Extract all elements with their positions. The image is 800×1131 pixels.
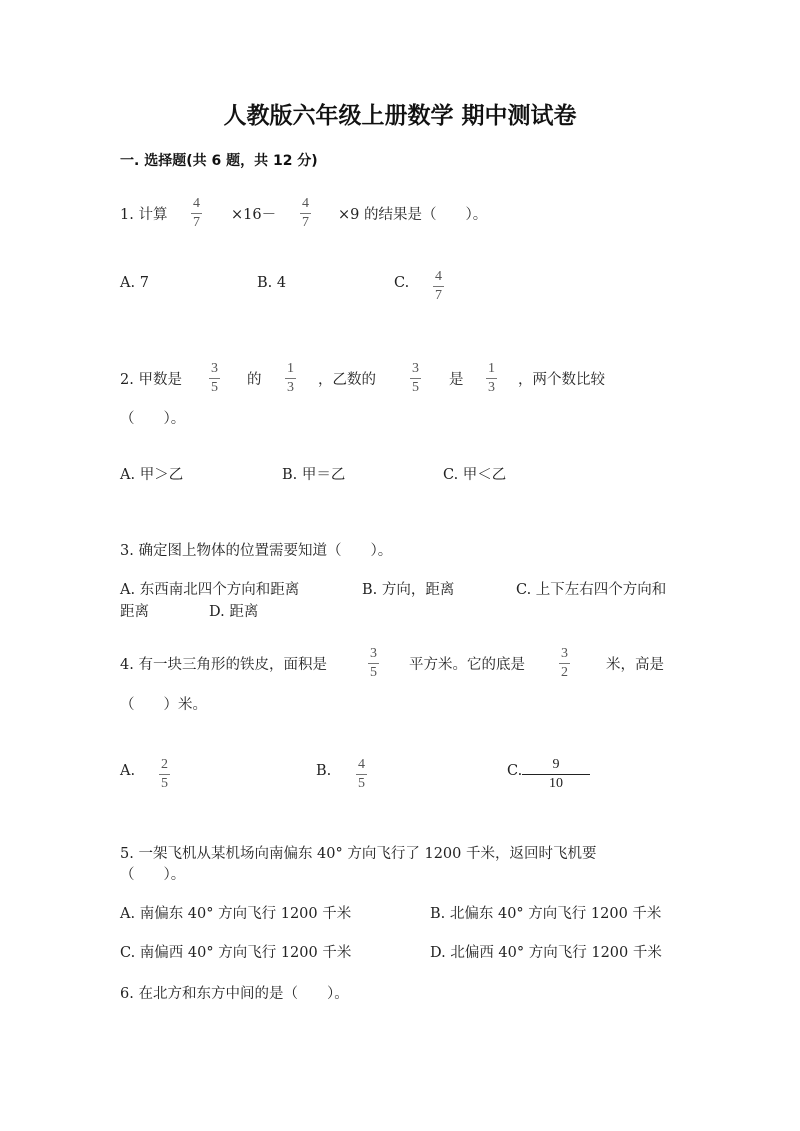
q3-option-c[interactable]: C. 上下左右四个方向和 xyxy=(516,582,667,598)
q4-area-numerator: 3 xyxy=(370,646,377,661)
q4-opt-a-numerator: 2 xyxy=(161,757,168,772)
q2-frac-4-denominator: 3 xyxy=(488,380,495,395)
q1-prefix: 1. 计算 xyxy=(120,207,168,223)
q1-frac-b-denominator: 7 xyxy=(302,215,309,230)
q4-fraction-base xyxy=(559,647,570,680)
fraction-bar xyxy=(300,213,311,214)
q4-option-c[interactable]: C. xyxy=(507,763,523,779)
q4-option-a-fraction xyxy=(159,758,170,791)
q1-frac-a-numerator: 4 xyxy=(193,196,200,211)
q4-answer-blank: （ ）米。 xyxy=(120,697,207,713)
q2-text-2: ，乙数的 xyxy=(318,372,376,388)
q3-option-c-continued: 距离 xyxy=(120,604,149,620)
q2-fraction-4 xyxy=(486,362,497,395)
q5-text: 5. 一架飞机从某机场向南偏东 40° 方向飞行了 1200 千米，返回时飞机要 xyxy=(120,846,597,862)
q4-opt-c-denominator: 10 xyxy=(549,776,563,791)
q2-frac-4-numerator: 1 xyxy=(488,361,495,376)
q5-option-c[interactable]: C. 南偏西 40° 方向飞行 1200 千米 xyxy=(120,945,352,961)
q5-option-a[interactable]: A. 南偏东 40° 方向飞行 1200 千米 xyxy=(120,906,352,922)
q3-option-a[interactable]: A. 东西南北四个方向和距离 xyxy=(120,582,300,598)
fraction-bar xyxy=(559,663,570,664)
q3-option-d[interactable]: D. 距离 xyxy=(209,604,259,620)
q2-answer-blank: （ ）。 xyxy=(120,411,186,427)
q2-text-3: 是 xyxy=(449,372,464,388)
q4-area-denominator: 5 xyxy=(370,665,377,680)
q1-fraction-a xyxy=(191,197,202,230)
q2-frac-2-denominator: 3 xyxy=(287,380,294,395)
q2-text-4: ，两个数比较 xyxy=(518,372,605,388)
fraction-bar xyxy=(410,378,421,379)
fraction-bar xyxy=(285,378,296,379)
q1-frac-a-denominator: 7 xyxy=(193,215,200,230)
q3-option-b[interactable]: B. 方向，距离 xyxy=(362,582,455,598)
q2-option-c[interactable]: C. 甲＜乙 xyxy=(443,467,507,483)
q4-option-b-fraction xyxy=(356,758,367,791)
fraction-bar xyxy=(522,774,590,775)
fraction-bar xyxy=(356,774,367,775)
q5-answer-blank: （ ）。 xyxy=(120,867,186,883)
q4-option-c-fraction xyxy=(522,758,590,791)
q4-option-a[interactable]: A. xyxy=(120,763,136,779)
q2-frac-2-numerator: 1 xyxy=(287,361,294,376)
fraction-bar xyxy=(486,378,497,379)
q4-prefix: 4. 有一块三角形的铁皮，面积是 xyxy=(120,657,327,673)
q2-frac-1-denominator: 5 xyxy=(211,380,218,395)
fraction-bar xyxy=(433,286,444,287)
q4-opt-b-denominator: 5 xyxy=(358,776,365,791)
q5-option-d[interactable]: D. 北偏西 40° 方向飞行 1200 千米 xyxy=(430,945,662,961)
q4-fraction-area xyxy=(368,647,379,680)
q1-opt-c-numerator: 4 xyxy=(435,269,442,284)
q4-option-b[interactable]: B. xyxy=(316,763,332,779)
q6-text: 6. 在北方和东方中间的是（ ）。 xyxy=(120,986,349,1002)
q2-frac-3-denominator: 5 xyxy=(412,380,419,395)
q2-option-a[interactable]: A. 甲＞乙 xyxy=(120,467,184,483)
fraction-bar xyxy=(159,774,170,775)
q1-option-b[interactable]: B. 4 xyxy=(257,275,287,291)
fraction-bar xyxy=(209,378,220,379)
q2-prefix: 2. 甲数是 xyxy=(120,372,182,388)
q3-text: 3. 确定图上物体的位置需要知道（ ）。 xyxy=(120,543,393,559)
q4-opt-a-denominator: 5 xyxy=(161,776,168,791)
q4-base-denominator: 2 xyxy=(561,665,568,680)
q2-fraction-3 xyxy=(410,362,421,395)
q4-mid: 平方米。它的底是 xyxy=(409,657,525,673)
q1-fraction-b xyxy=(300,197,311,230)
section-heading: 一. 选择题(共 6 题，共 12 分) xyxy=(120,153,318,169)
q4-suffix: 米，高是 xyxy=(606,657,664,673)
q1-option-c-fraction xyxy=(433,270,444,303)
q4-opt-c-numerator: 9 xyxy=(552,757,560,772)
q2-fraction-1 xyxy=(209,362,220,395)
q2-fraction-2 xyxy=(285,362,296,395)
q2-option-b[interactable]: B. 甲＝乙 xyxy=(282,467,346,483)
q1-frac-b-numerator: 4 xyxy=(302,196,309,211)
q2-text-1: 的 xyxy=(247,372,262,388)
q1-suffix: ×9 的结果是（ ）。 xyxy=(338,207,488,223)
q1-option-a[interactable]: A. 7 xyxy=(120,275,149,291)
q4-base-numerator: 3 xyxy=(561,646,568,661)
q2-frac-1-numerator: 3 xyxy=(211,361,218,376)
q4-opt-b-numerator: 4 xyxy=(358,757,365,772)
q1-option-c[interactable]: C. xyxy=(394,275,410,291)
fraction-bar xyxy=(368,663,379,664)
q1-opt-c-denominator: 7 xyxy=(435,288,442,303)
q5-option-b[interactable]: B. 北偏东 40° 方向飞行 1200 千米 xyxy=(430,906,662,922)
fraction-bar xyxy=(191,213,202,214)
page-title: 人教版六年级上册数学 期中测试卷 xyxy=(223,103,577,129)
q2-frac-3-numerator: 3 xyxy=(412,361,419,376)
q1-mid: ×16－ xyxy=(231,207,277,223)
